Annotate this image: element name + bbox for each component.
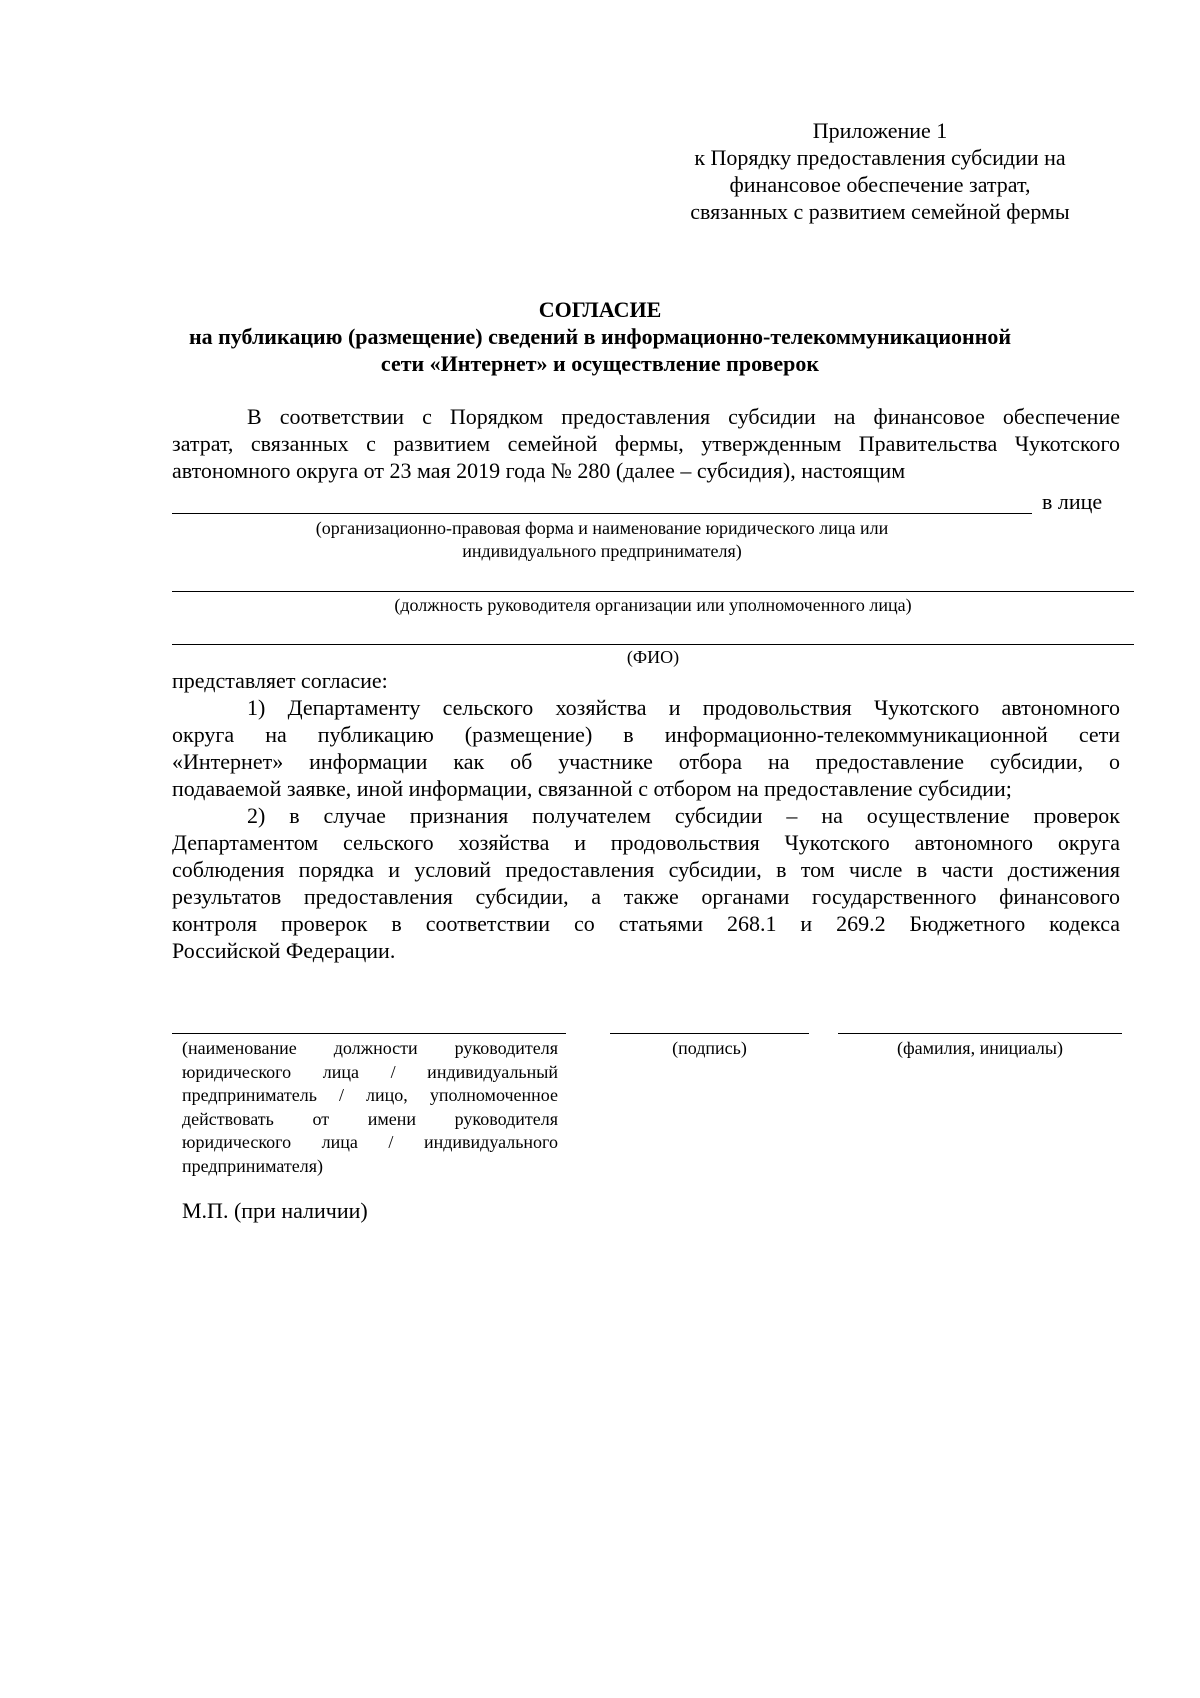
- fio-field[interactable]: [172, 644, 1134, 645]
- body-line: 2) в случае признания получателем субсидии – на осуществление проверок: [247, 803, 1120, 828]
- caption-line: (наименование должности руководителя: [182, 1038, 558, 1058]
- fio-field-caption: (ФИО): [626, 647, 680, 667]
- intro-line: В соответствии с Порядком предоставления субсидии на финансовое обеспечение: [247, 404, 1120, 429]
- appendix-line: финансовое обеспечение затрат,: [729, 172, 1031, 197]
- caption-line: юридического лица / индивидуальный: [182, 1061, 558, 1082]
- body-line: представляет согласие:: [172, 668, 388, 693]
- caption-line: (организационно-правовая форма и наименование юридического лица или: [315, 518, 889, 538]
- name-initials-line[interactable]: [838, 1033, 1122, 1034]
- title-subtitle-line: сети «Интернет» и осуществление проверок: [380, 351, 820, 376]
- stamp-label: М.П. (при наличии): [182, 1198, 368, 1223]
- appendix-line: связанных с развитием семейной фермы: [690, 199, 1070, 224]
- appendix-line: к Порядку предоставления субсидии на: [694, 145, 1066, 170]
- organization-name-field[interactable]: [172, 513, 1032, 514]
- position-field-caption: (должность руководителя организации или уполномоченного лица): [394, 595, 912, 615]
- document-title: [150, 296, 1050, 377]
- caption-line: предприниматель / лицо, уполномоченное: [182, 1085, 558, 1105]
- consent-body: [172, 667, 1120, 964]
- caption-line: предпринимателя): [182, 1155, 323, 1176]
- position-signature-caption: [182, 1037, 558, 1178]
- intro-line: затрат, связанных с развитием семейной фермы, утвержденным Правительства Чукотского: [172, 431, 1120, 456]
- body-line: результатов предоставления субсидии, а также органами государственного финансового: [172, 884, 1120, 909]
- signature-line[interactable]: [610, 1033, 809, 1034]
- caption-line: действовать от имени руководителя: [182, 1108, 558, 1129]
- title-heading: СОГЛАСИЕ: [538, 297, 662, 322]
- body-line: подаваемой заявке, иной информации, связанной с отбором на предоставление субсидии;: [172, 776, 1012, 801]
- body-line: округа на публикацию (размещение) в информационно-телекоммуникационной сети: [172, 722, 1120, 747]
- intro-line: автономного округа от 23 мая 2019 года № 280 (далее – субсидия), настоящим: [172, 458, 906, 483]
- body-line: соблюдения порядка и условий предоставления субсидии, в том числе в части достижения: [172, 857, 1120, 882]
- title-subtitle-line: на публикацию (размещение) сведений в информационно-телекоммуникационной: [188, 324, 1012, 349]
- body-line: 1) Департаменту сельского хозяйства и продовольствия Чукотского автономного: [247, 695, 1120, 720]
- body-line: Российской Федерации.: [172, 938, 396, 963]
- signature-caption: (подпись): [672, 1038, 747, 1058]
- intro-paragraph: [172, 403, 1120, 484]
- body-line: «Интернет» информации как об участнике отбора на предоставление субсидии, о: [172, 749, 1120, 774]
- position-field[interactable]: [172, 591, 1134, 592]
- position-signature-line[interactable]: [172, 1033, 566, 1034]
- organization-field-caption: [172, 517, 1032, 563]
- body-line: контроля проверок в соответствии со статьями 268.1 и 269.2 Бюджетного кодекса: [172, 911, 1120, 936]
- caption-line: юридического лица / индивидуального: [182, 1132, 558, 1152]
- name-initials-caption: (фамилия, инициалы): [897, 1038, 1063, 1058]
- appendix-reference: [640, 117, 1120, 225]
- appendix-line: Приложение 1: [812, 118, 948, 143]
- caption-line: индивидуального предпринимателя): [462, 541, 742, 561]
- in-person-label: в лице: [1042, 489, 1103, 514]
- body-line: Департаментом сельского хозяйства и продовольствия Чукотского автономного округа: [172, 830, 1120, 855]
